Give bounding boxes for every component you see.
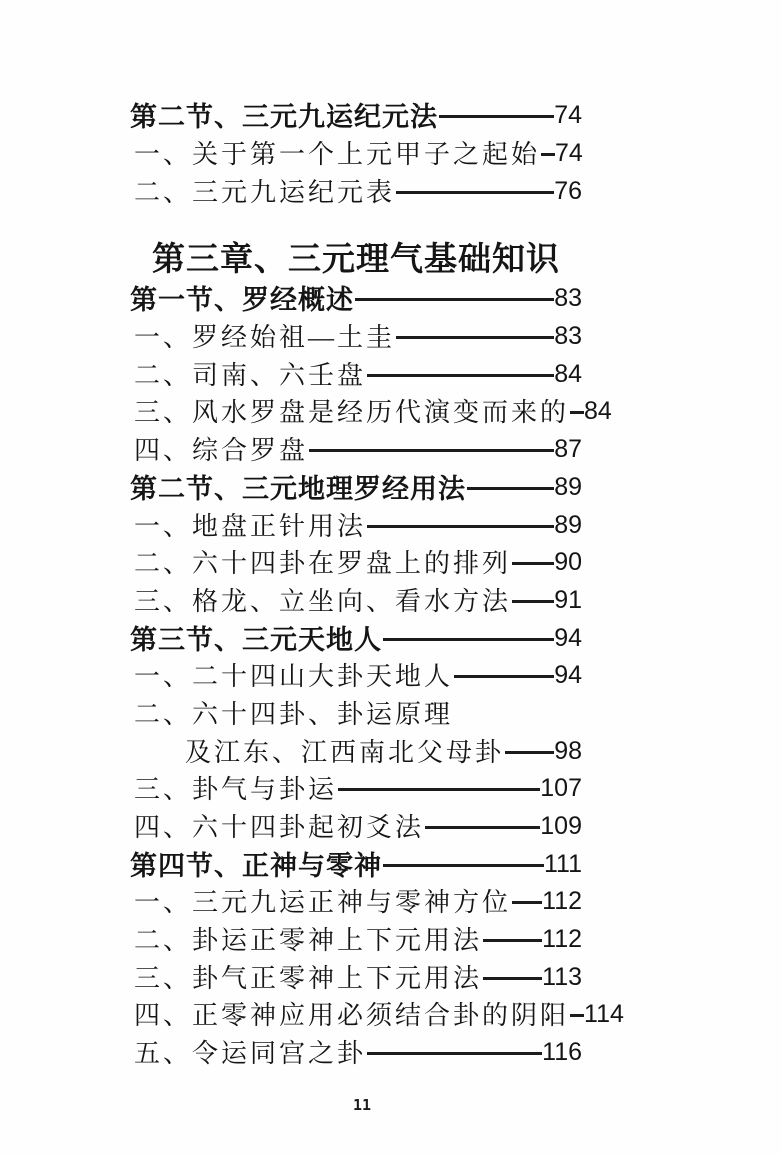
leader-line: [541, 153, 555, 156]
toc-entry: [130, 995, 624, 1033]
toc-entry-label: 四、六十四卦起初爻法: [134, 813, 425, 843]
toc-entry-page: 76: [554, 176, 582, 205]
toc-entry-label: 一、三元九运正神与零神方位: [134, 888, 512, 918]
toc-entry-label: 二、六十四卦、卦运原理: [134, 699, 454, 729]
leader-line: [383, 638, 554, 641]
toc-entry-label: 三、卦气与卦运: [134, 775, 338, 805]
toc-entry-label: 二、三元九运纪元表: [134, 177, 396, 207]
toc-entry: [130, 618, 582, 656]
toc-entry: [130, 844, 582, 882]
toc-entry: [130, 354, 582, 392]
toc-entry-label: 二、卦运正零神上下元用法: [134, 926, 483, 956]
leader-line: [439, 115, 554, 118]
toc-entry-label: 四、综合罗盘: [134, 436, 309, 466]
toc-entry: [130, 279, 582, 317]
leader-line: [483, 939, 542, 942]
toc-entry-page: 83: [554, 284, 582, 313]
toc-entry-label: 第一节、罗经概述: [130, 285, 354, 316]
leader-line: [367, 525, 554, 528]
toc-entry-page: 113: [542, 962, 582, 991]
toc-entry: [130, 171, 582, 209]
toc-entry-page: 74: [554, 101, 582, 130]
leader-line: [454, 675, 554, 678]
toc-entry: [130, 1033, 582, 1071]
toc-entry: [130, 882, 582, 920]
toc-entry: [130, 731, 582, 769]
toc-entry-page: 114: [584, 1000, 624, 1029]
toc-entry-page: 89: [554, 510, 582, 539]
toc-entry-page: 91: [554, 585, 582, 614]
leader-line: [396, 336, 554, 339]
toc-entry-label: 第三章、三元理气基础知识: [152, 239, 560, 277]
toc-entry-page: 94: [554, 623, 582, 652]
toc-entry-label: 第四节、正神与零神: [130, 850, 382, 881]
leader-line: [512, 562, 554, 565]
leader-line: [505, 751, 554, 754]
toc-entry-page: 83: [554, 322, 582, 351]
toc-entry: [130, 392, 612, 430]
leader-line: [355, 298, 554, 301]
toc-entry-label: 第二节、三元九运纪元法: [130, 102, 438, 133]
toc-entry: [130, 694, 582, 732]
toc-entry: [130, 769, 582, 807]
toc-entry-page: 84: [554, 359, 582, 388]
toc-entry-page: 112: [542, 925, 582, 954]
leader-line: [338, 788, 540, 791]
toc-entry-label: 三、格龙、立坐向、看水方法: [134, 586, 512, 616]
leader-line: [467, 487, 554, 490]
toc-entry-page: 111: [543, 849, 582, 878]
toc-entry-label: 一、罗经始祖—土圭: [134, 323, 396, 353]
toc-entry-label: 五、令运同宫之卦: [134, 1039, 367, 1069]
toc-entry: [130, 505, 582, 543]
toc-entry-label: 第二节、三元地理罗经用法: [130, 473, 466, 504]
toc-entry-label: 及江东、江西南北父母卦: [185, 737, 505, 767]
toc-entry: [130, 430, 582, 468]
toc-entry-page: 98: [554, 736, 582, 765]
toc-entry: [130, 581, 582, 619]
toc-entry-page: 116: [542, 1038, 582, 1067]
toc-entry-page: 74: [555, 139, 583, 168]
toc-entry: [130, 96, 582, 134]
leader-line: [425, 826, 540, 829]
toc-entry: [130, 807, 582, 845]
leader-line: [483, 977, 542, 980]
toc-entry-page: 84: [584, 397, 612, 426]
toc-entry-label: 一、关于第一个上元甲子之起始: [134, 140, 541, 170]
toc-entry-label: 三、风水罗盘是经历代演变而来的: [134, 398, 570, 428]
leader-line: [396, 191, 554, 194]
toc-entry: [130, 957, 582, 995]
page-number: 11: [352, 1096, 372, 1114]
toc-entry: [130, 543, 582, 581]
leader-line: [570, 411, 584, 414]
toc-entry-page: 94: [554, 661, 582, 690]
leader-line: [309, 449, 554, 452]
leader-line: [383, 864, 544, 867]
toc-entry: [130, 317, 582, 355]
toc-entry-page: 109: [540, 812, 582, 841]
toc-entry-page: 112: [542, 887, 582, 916]
table-of-contents: [130, 96, 624, 1071]
toc-entry: [130, 233, 582, 279]
leader-line: [570, 1014, 584, 1017]
toc-entry-label: 一、二十四山大卦天地人: [134, 662, 454, 692]
toc-entry: [130, 656, 582, 694]
leader-line: [512, 600, 554, 603]
toc-entry-label: 一、地盘正针用法: [134, 511, 367, 541]
toc-entry: [130, 134, 582, 172]
toc-entry: [130, 920, 582, 958]
toc-entry-page: 89: [554, 472, 582, 501]
leader-line: [367, 374, 554, 377]
leader-line: [512, 901, 542, 904]
toc-entry-page: 87: [554, 435, 582, 464]
leader-line: [367, 1052, 542, 1055]
toc-entry-label: 二、六十四卦在罗盘上的排列: [134, 549, 512, 579]
toc-entry-page: 107: [540, 774, 582, 803]
toc-entry: [130, 468, 582, 506]
toc-entry-label: 第三节、三元天地人: [130, 624, 382, 655]
toc-entry-label: 三、卦气正零神上下元用法: [134, 963, 483, 993]
toc-entry-label: 四、正零神应用必须结合卦的阴阳: [134, 1001, 570, 1031]
toc-entry-page: 90: [554, 548, 582, 577]
toc-entry-label: 二、司南、六壬盘: [134, 360, 367, 390]
